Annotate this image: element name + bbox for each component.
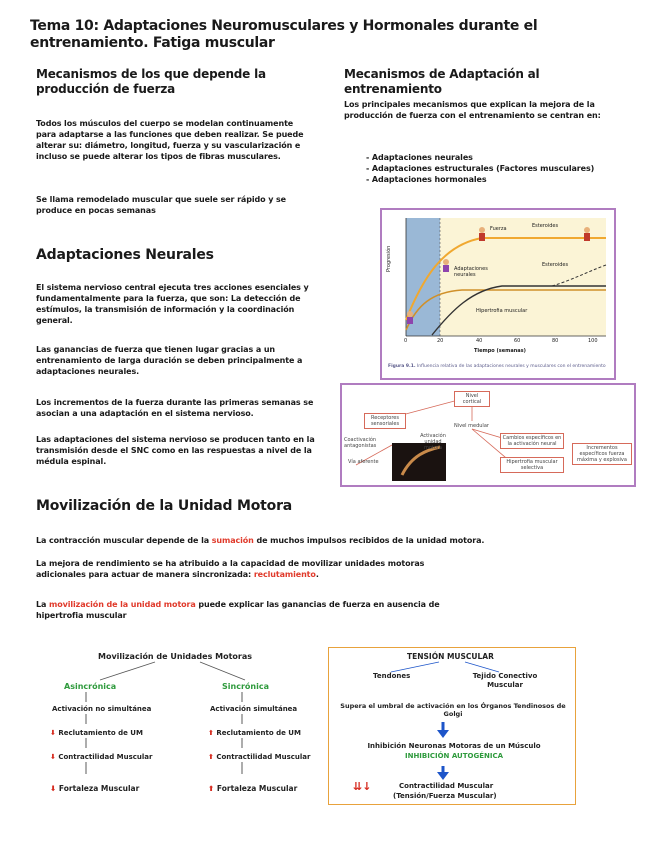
chart-xtick: 100 [588,338,598,344]
chart-xtick: 60 [514,338,521,344]
node-contractilidad: Contractilidad Muscular [58,753,153,761]
chart-label-esteroides: Esteroides [532,223,559,229]
node-asincronica: Asincrónica [64,682,117,691]
chart-xtick: 40 [476,338,483,344]
node-hipertrofia: Hipertrofia muscular selectiva [500,457,564,473]
arrow-up-icon: ⬆ [208,729,214,737]
paragraph-snc-acciones: El sistema nervioso central ejecuta tres acciones esenciales y fundamentalmente para la fuerza, que son: La detección de estímulos, la transmisión de información y la coordinación general. [36,283,309,325]
text-segment: puede explicar las ganancias de fuerza en ausencia de hipertrofia muscular [36,600,440,620]
list-adaptaciones [366,152,636,185]
list-item: - Adaptaciones neurales [366,153,473,162]
node-tension-fuerza: (Tensión/Fuerza Muscular) [393,792,497,800]
chart-label-fuerza: Fuerza [490,226,507,232]
text-segment: La mejora de rendimiento se ha atribuido a la capacidad de movilizar unidades motoras adicionales para actuar de manera sincronizada: [36,559,425,579]
arrow-down-icon: ⬇ [50,729,56,737]
chart-label-esteroides: Esteroides [542,262,569,268]
paragraph-remodelado-rapido: Se llama remodelado muscular que suele ser rápido y se produce en pocas semanas [36,195,286,215]
node-activacion: Activación unidad motora [420,433,446,451]
page-title: Tema 10: Adaptaciones Neuromusculares y Hormonales durante el entrenamiento. Fatiga muscular [30,18,538,51]
text-segment: de muchos impulsos recibidos de la unidad motora. [253,536,485,545]
chart-label-hipertrofia: Hipertrofia muscular [476,308,528,314]
text-segment: La [36,600,49,609]
arrow-down-icon: ⬇ [50,753,56,761]
paragraph-remodelado-intro: Todos los músculos del cuerpo se modelan continuamente para adaptarse a las funciones que deben realizar. Se puede alterar su: diámetro, longitud, fuerza y su vascularización e incluso se puede alterar los tipos de fibras musculares. [36,119,304,161]
chart-label-neurales: Adaptaciones neurales [454,266,488,278]
node-fortaleza: Fortaleza Muscular [58,784,140,793]
text-highlight-reclutamiento: reclutamiento [253,570,316,579]
text-highlight-sumacion: sumación [211,536,254,545]
text-highlight-movilizacion: movilización de la unidad motora [48,600,196,609]
node-incrementos: Incrementos específicos fuerza máxima y explosiva [572,443,632,465]
figure-neural-diagram [340,383,636,487]
node-reclutamiento: Reclutamiento de UM [58,729,143,737]
node-tejido-conectivo: Tejido Conectivo Muscular [472,672,538,689]
diagram-movilizacion-unidades [50,644,310,814]
paragraph-transmision-snc: Las adaptaciones del sistema nervioso se producen tanto en la transmisión desde el SNC como en las respuestas a nivel de la médula espinal. [36,435,315,466]
chart-xlabel: Tiempo (semanas) [474,348,526,354]
paragraph-sumacion [36,535,636,546]
node-sincronica: Sincrónica [222,682,269,691]
arrows-down-icon: ⇊↓ [353,780,372,793]
heading-adaptaciones-neurales: Adaptaciones Neurales [36,247,214,263]
chart-xtick: 0 [404,338,408,344]
node-cambios: Cambios específicos en la activación neural [500,433,564,449]
chart-caption-bold: Figura 9.1. [388,364,416,369]
paragraph-primeras-semanas: Los incrementos de la fuerza durante las primeras semanas se asocian a una adaptación en el sistema nervioso. [36,398,314,418]
node-nivel-cortical: Nivel cortical [454,391,490,407]
diagram-title: TENSIÓN MUSCULAR [407,652,494,661]
list-item: - Adaptaciones estructurales (Factores musculares) [366,164,595,173]
chart-ylabel: Progresión [386,245,392,272]
node-inhibicion-neuronas: Inhibición Neuronas Motoras de un Músculo [367,742,541,750]
node-nivel-medular: Nivel medular [454,423,489,429]
node-activacion-no-simultanea: Activación no simultánea [52,705,152,713]
chart-xtick: 20 [437,338,444,344]
list-item: - Adaptaciones hormonales [366,175,487,184]
diagram-title: Movilización de Unidades Motoras [98,652,252,661]
paragraph-reclutamiento [36,558,476,580]
node-fortaleza: Fortaleza Muscular [216,784,298,793]
node-tendones: Tendones [373,672,411,680]
node-receptores: Receptores sensoriales [364,413,406,429]
node-contractilidad: Contractilidad Muscular [216,753,311,761]
node-via-aferente: Vía aferente [348,459,379,465]
node-contractilidad-muscular: Contractilidad Muscular [399,782,494,790]
figure-adaptaciones-chart [380,208,616,380]
arrow-up-icon: ⬆ [208,784,215,793]
paragraph-movilizacion [36,599,476,621]
paragraph-mecanismos-principales: Los principales mecanismos que explican la mejora de la producción de fuerza con el entrenamiento se centran en: [344,100,601,120]
node-reclutamiento: Reclutamiento de UM [216,729,301,737]
node-coactivacion: Coactivación antagonistas [344,437,377,449]
heading-movilizacion-motora: Movilización de la Unidad Motora [36,498,293,514]
text-segment: . [315,570,319,579]
chart-caption [388,364,612,369]
heading-mecanismos-adaptacion: Mecanismos de Adaptación al entrenamiento [344,67,540,96]
heading-mecanismos-fuerza: Mecanismos de los que depende la producción de fuerza [36,67,266,96]
arrow-down-icon: ⬇ [50,784,57,793]
node-inhibicion-autogenica: INHIBICIÓN AUTOGÉNICA [404,752,503,760]
paragraph-ganancias-fuerza: Las ganancias de fuerza que tienen lugar gracias a un entrenamiento de larga duración se deben principalmente a adaptaciones neurales. [36,345,303,376]
diagram-tension-muscular [328,647,576,805]
arrow-up-icon: ⬆ [208,753,214,761]
chart-caption-text: Influencia relativa de las adaptaciones neurales y musculares con el entrenamiento [416,364,606,369]
node-supera-umbral: Supera el umbral de activación en los Órganos Tendinosos de Golgi [340,702,566,718]
node-activacion-simultanea: Activación simultánea [210,705,298,713]
text-segment: La contracción muscular depende de la [36,536,212,545]
chart-xtick: 80 [552,338,559,344]
